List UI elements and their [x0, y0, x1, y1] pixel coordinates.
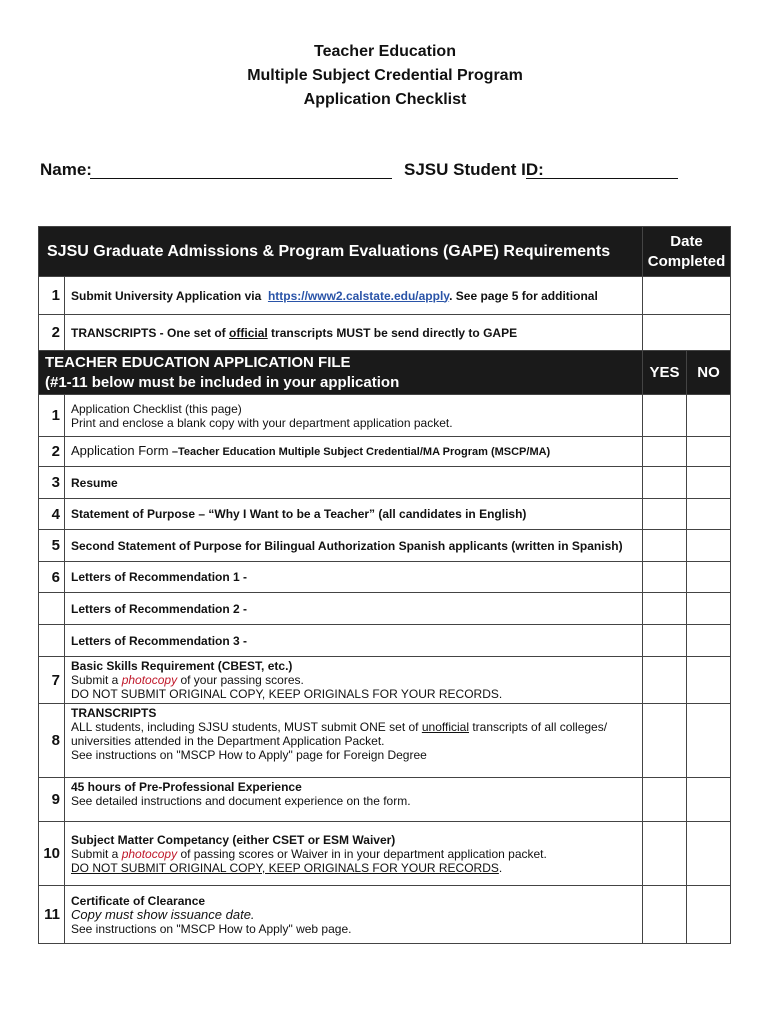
row-note-emphasis: photocopy — [121, 673, 178, 687]
file-row-9 — [39, 778, 731, 822]
row-note: See instructions on "MSCP How to Apply" page for Foreign Degree — [71, 748, 427, 762]
row-description: Subject Matter Competancy (either CSET or ESM Waiver) Submit a photocopy of passing scores or Waiver in in your department application packet. DO NOT SUBMIT ORIGINAL COPY, KEEP ORIGINALS FOR YOUR RECORDS. — [65, 822, 643, 886]
row-number: 10 — [39, 822, 65, 886]
no-checkbox[interactable] — [687, 562, 731, 593]
row-description — [65, 657, 643, 704]
no-checkbox[interactable] — [687, 886, 731, 944]
row-description — [65, 437, 643, 467]
file-row-6 — [39, 562, 731, 593]
no-checkbox[interactable] — [687, 467, 731, 499]
row-note: –Teacher Education Multiple Subject Credential/MA Program (MSCP/MA) — [171, 446, 551, 458]
file-row-3 — [39, 467, 731, 499]
no-checkbox[interactable] — [687, 625, 731, 657]
row-description — [65, 704, 643, 778]
row-number: 1 — [39, 277, 65, 315]
row-title: Statement of Purpose – “Why I Want to be a Teacher” (all candidates in English) — [65, 499, 643, 530]
gape-row-2 — [39, 315, 731, 351]
row-note: DO NOT SUBMIT ORIGINAL COPY, KEEP ORIGINALS FOR YOUR RECORDS. — [71, 687, 503, 701]
row-title: Basic Skills Requirement (CBEST, etc.) — [71, 659, 293, 673]
date-header-2: Completed — [647, 252, 726, 270]
row-note: Print and enclose a blank copy with your department application packet. — [71, 415, 453, 430]
no-checkbox[interactable] — [687, 704, 731, 778]
row-number: 6 — [39, 562, 65, 593]
no-checkbox[interactable] — [687, 657, 731, 704]
row-text-underlined: official — [229, 325, 268, 340]
gape-header: SJSU Graduate Admissions & Program Evaluations (GAPE) Requirements — [47, 242, 611, 260]
file-row-2 — [39, 437, 731, 467]
no-checkbox[interactable] — [687, 778, 731, 822]
no-checkbox[interactable] — [687, 395, 731, 437]
row-description — [65, 277, 643, 315]
no-checkbox[interactable] — [687, 593, 731, 625]
row-title: Resume — [65, 467, 643, 499]
row-text: transcripts MUST be send directly to GAPE — [271, 325, 518, 340]
apply-link[interactable]: https://www2.calstate.edu/apply — [267, 288, 450, 303]
yes-checkbox[interactable] — [643, 593, 687, 625]
title-line-1: Teacher Education — [314, 43, 456, 60]
row-number: 9 — [39, 778, 65, 822]
yes-checkbox[interactable] — [643, 778, 687, 822]
row-number: 8 — [39, 704, 65, 778]
row-note-emphasis: photocopy — [121, 846, 178, 861]
row-note: Copy must show issuance date. — [71, 906, 255, 922]
row-note: Submit a — [71, 673, 119, 687]
file-row-11 — [39, 886, 731, 944]
row-description — [65, 315, 643, 351]
yes-checkbox[interactable] — [643, 657, 687, 704]
row-number: 5 — [39, 530, 65, 562]
row-title: Application Checklist (this page) — [71, 401, 242, 416]
date-header-1: Date — [670, 232, 703, 250]
no-checkbox[interactable] — [687, 530, 731, 562]
row-note: Submit a — [71, 846, 119, 861]
no-checkbox[interactable] — [687, 437, 731, 467]
row-number: 3 — [39, 467, 65, 499]
yes-header: YES — [643, 351, 687, 395]
no-checkbox[interactable] — [687, 822, 731, 886]
row-title: Letters of Recommendation 1 - — [65, 562, 643, 593]
yes-checkbox[interactable] — [643, 530, 687, 562]
file-row-6b — [39, 593, 731, 625]
file-row-5 — [39, 530, 731, 562]
row-description — [65, 395, 643, 437]
file-header-row — [39, 351, 731, 395]
yes-checkbox[interactable] — [643, 625, 687, 657]
no-header: NO — [687, 351, 731, 395]
file-row-6c — [39, 625, 731, 657]
file-row-10 — [39, 822, 731, 886]
row-text: . See page 5 for additional — [449, 288, 598, 303]
yes-checkbox[interactable] — [643, 886, 687, 944]
yes-checkbox[interactable] — [643, 437, 687, 467]
yes-checkbox[interactable] — [643, 562, 687, 593]
yes-checkbox[interactable] — [643, 499, 687, 530]
row-description — [65, 886, 643, 944]
row-note-underlined: DO NOT SUBMIT ORIGINAL COPY, KEEP ORIGINALS FOR YOUR RECORDS — [71, 860, 499, 875]
row-title: Letters of Recommendation 2 - — [65, 593, 643, 625]
row-number — [39, 593, 65, 625]
row-note: See instructions on "MSCP How to Apply" web page. — [71, 921, 352, 936]
student-id-field[interactable] — [526, 178, 678, 179]
file-row-4 — [39, 499, 731, 530]
row-title: TRANSCRIPTS — [71, 706, 157, 720]
gape-header-row — [39, 227, 731, 277]
file-row-8 — [39, 704, 731, 778]
row-note: ALL students, including SJSU students, MUST submit ONE set of — [71, 720, 419, 734]
checklist-table — [38, 226, 731, 944]
row-number: 4 — [39, 499, 65, 530]
row-text: Submit University Application via — [71, 288, 262, 303]
row-number: 11 — [39, 886, 65, 944]
row-title: 45 hours of Pre-Professional Experience — [71, 780, 302, 794]
row-number: 7 — [39, 657, 65, 704]
gape-row-1 — [39, 277, 731, 315]
row-number: 2 — [39, 437, 65, 467]
file-row-7 — [39, 657, 731, 704]
row-note: transcripts of all colleges/ — [472, 720, 608, 734]
date-completed-cell[interactable] — [643, 315, 731, 351]
file-header-1: TEACHER EDUCATION APPLICATION FILE — [45, 353, 351, 371]
row-note: of passing scores or Waiver in in your department application packet. — [180, 846, 547, 861]
row-title: Subject Matter Competancy (either CSET or ESM Waiver) — [71, 832, 396, 847]
row-title: Letters of Recommendation 3 - — [65, 625, 643, 657]
file-header-2: (#1-11 below must be included in your application — [45, 373, 400, 391]
row-number: 2 — [39, 315, 65, 351]
name-label: Name: — [40, 160, 92, 179]
yes-checkbox[interactable] — [643, 704, 687, 778]
title-line-2: Multiple Subject Credential Program — [247, 67, 523, 84]
row-note: of your passing scores. — [180, 673, 304, 687]
row-title: Second Statement of Purpose for Bilingual Authorization Spanish applicants (written in Spanish) — [65, 530, 643, 562]
yes-checkbox[interactable] — [643, 822, 687, 886]
yes-checkbox[interactable] — [643, 395, 687, 437]
row-title: Application Form — [71, 443, 169, 458]
row-description — [65, 778, 643, 822]
document-title — [0, 40, 770, 112]
yes-checkbox[interactable] — [643, 467, 687, 499]
row-number — [39, 625, 65, 657]
date-completed-cell[interactable] — [643, 277, 731, 315]
no-checkbox[interactable] — [687, 499, 731, 530]
name-field[interactable] — [90, 178, 392, 179]
row-note: See detailed instructions and document experience on the form. — [71, 794, 411, 808]
row-text: TRANSCRIPTS - One set of — [71, 325, 226, 340]
row-note-underlined: unofficial — [421, 720, 469, 734]
row-number: 1 — [39, 395, 65, 437]
row-note: universities attended in the Department Application Packet. — [71, 734, 385, 748]
student-id-label: SJSU Student ID: — [404, 160, 544, 179]
title-line-3: Application Checklist — [303, 91, 467, 108]
file-row-1 — [39, 395, 731, 437]
row-title: Certificate of Clearance — [71, 893, 206, 908]
